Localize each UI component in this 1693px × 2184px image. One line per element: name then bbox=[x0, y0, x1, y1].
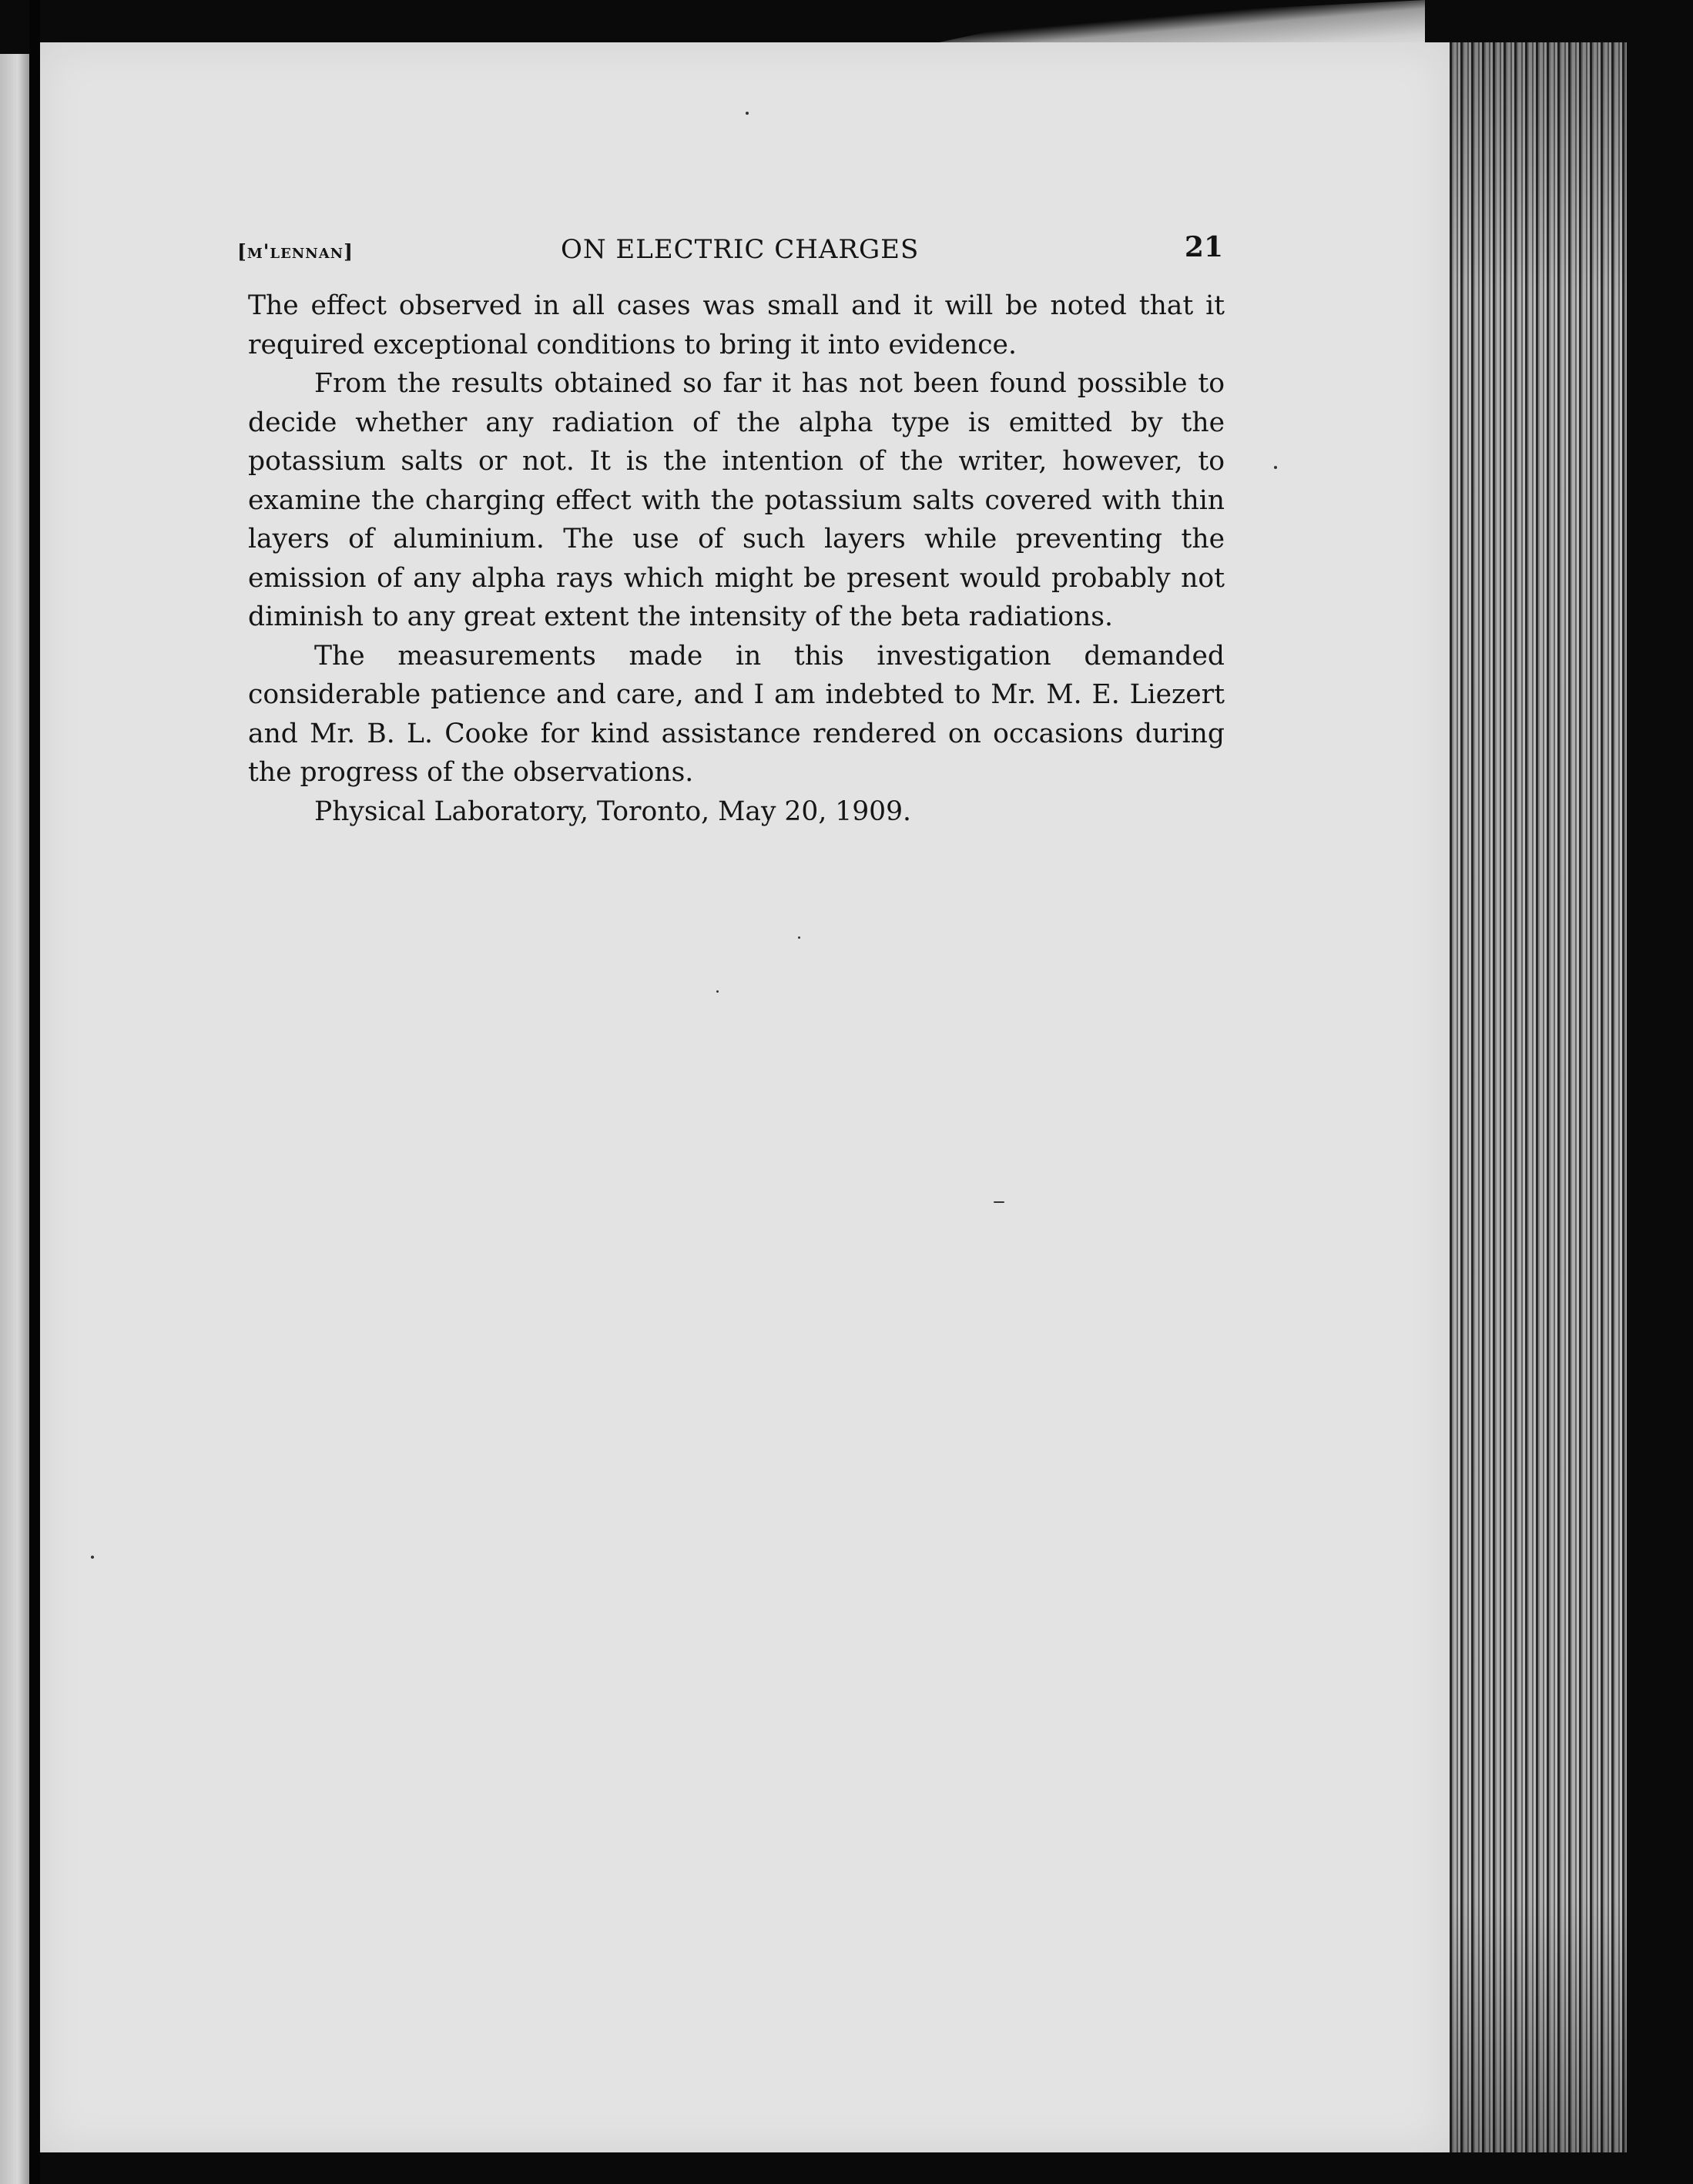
running-header bbox=[237, 231, 1223, 270]
dust-speck bbox=[798, 936, 800, 939]
paragraph-2: From the results obtained so far it has not been found possible to decide whether any radiation of the alpha type is emitted by the potassium salts or not. It is the intention of the writer, however, to examine the charging effect with the potassium salts covered with thin layers of aluminium. The use of such layers while preventing the emission of any alpha rays which might be present would probably not diminish to any great extent the intensity of the beta radiations. bbox=[248, 368, 1225, 632]
facing-page-edge bbox=[0, 54, 29, 2184]
paragraph-1: The effect observed in all cases was small and it will be noted that it required exceptional conditions to bring it into evidence. bbox=[248, 290, 1225, 360]
dust-speck bbox=[1274, 466, 1277, 469]
dust-speck bbox=[91, 1556, 94, 1559]
book-gutter bbox=[29, 0, 40, 2184]
running-head-title: ON ELECTRIC CHARGES bbox=[561, 234, 920, 265]
dust-speck bbox=[716, 990, 719, 993]
body-text bbox=[248, 286, 1225, 831]
dust-speck bbox=[746, 112, 749, 115]
running-head-author: [m'lennan] bbox=[237, 240, 354, 263]
page-number: 21 bbox=[1184, 231, 1223, 263]
page-stack-shadow bbox=[1450, 42, 1627, 2152]
paragraph-3: The measurements made in this investigation demanded considerable patience and care, and I am indebted to Mr. M. E. Liezert and Mr. B. L. Cooke for kind assistance rendered on occasions during the progress of the observations. bbox=[248, 640, 1225, 788]
signature-line: Physical Laboratory, Toronto, May 20, 1909. bbox=[314, 796, 912, 827]
dust-speck bbox=[994, 1201, 1004, 1203]
